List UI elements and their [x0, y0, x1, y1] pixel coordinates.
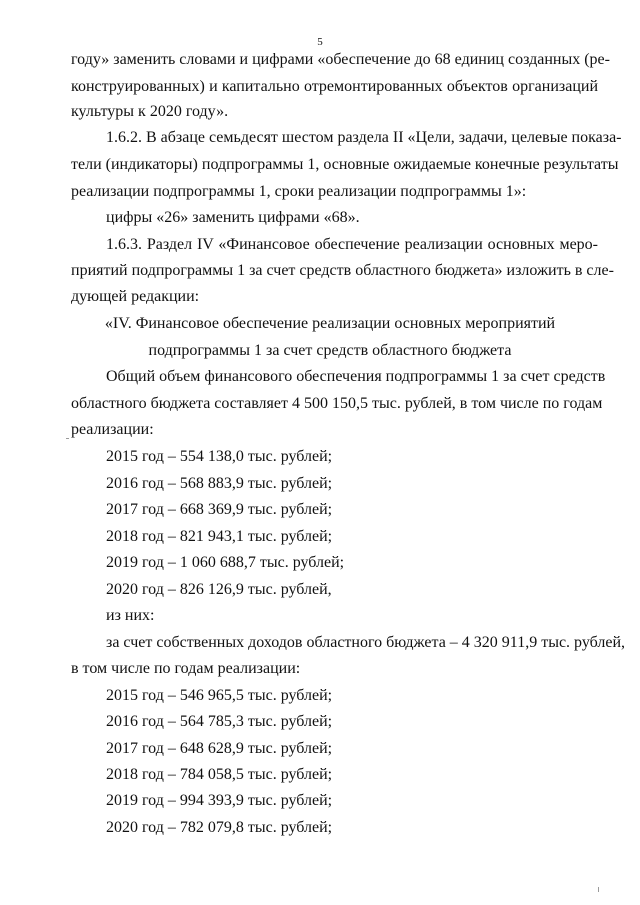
year-line: 2018 год – 784 058,5 тыс. рублей; — [106, 766, 333, 783]
year-line: 2020 год – 826 126,9 тыс. рублей, — [106, 581, 332, 598]
scan-speck — [66, 438, 69, 439]
page-number: 5 — [317, 36, 323, 48]
text-line: году» заменить словами и цифрами «обеспечение до 68 единиц созданных (ре- — [71, 51, 610, 68]
text-line: реализации: — [71, 421, 154, 438]
year-line: 2017 год – 648 628,9 тыс. рублей; — [106, 740, 333, 757]
text-line: приятий подпрограммы 1 за счет средств областного бюджета» изложить в сле- — [71, 262, 614, 279]
paragraph-1-6-3-first-line: 1.6.3. Раздел IV «Финансовое обеспечение реализации основных меро- — [106, 236, 598, 253]
year-line: 2016 год – 564 785,3 тыс. рублей; — [106, 713, 333, 730]
year-line: 2017 год – 668 369,9 тыс. рублей; — [106, 501, 333, 518]
text-line: цифры «26» заменить цифрами «68». — [106, 209, 360, 226]
paragraph-1-6-2-first-line: 1.6.2. В абзаце семьдесят шестом раздела II «Цели, задачи, целевые показа- — [106, 129, 622, 146]
year-line: 2020 год – 782 079,8 тыс. рублей; — [106, 819, 333, 836]
text-line: дующей редакции: — [71, 288, 200, 305]
text-line: из них: — [106, 607, 155, 624]
text-line: Общий объем финансового обеспечения подпрограммы 1 за счет средств — [106, 368, 606, 385]
text-line: реализации подпрограммы 1, сроки реализации подпрограммы 1»: — [71, 183, 527, 200]
text-line: тели (индикаторы) подпрограммы 1, основные ожидаемые конечные результаты — [71, 156, 619, 173]
section-heading-line-2: подпрограммы 1 за счет средств областного бюджета — [148, 342, 512, 359]
section-heading-line-1: «IV. Финансовое обеспечение реализации основных мероприятий — [104, 315, 556, 332]
text-line: за счет собственных доходов областного бюджета – 4 320 911,9 тыс. рублей, — [106, 634, 626, 651]
year-line: 2015 год – 546 965,5 тыс. рублей; — [106, 687, 333, 704]
text-line: конструированных) и капитально отремонтированных объектов организаций — [71, 78, 598, 95]
text-line: культуры к 2020 году». — [71, 103, 229, 120]
year-line: 2018 год – 821 943,1 тыс. рублей; — [106, 528, 333, 545]
year-line: 2019 год – 1 060 688,7 тыс. рублей; — [106, 554, 345, 571]
text-line: в том числе по годам реализации: — [71, 660, 301, 677]
text-line: областного бюджета составляет 4 500 150,5 тыс. рублей, в том числе по годам — [71, 395, 603, 412]
year-line: 2016 год – 568 883,9 тыс. рублей; — [106, 475, 333, 492]
year-line: 2015 год – 554 138,0 тыс. рублей; — [106, 448, 333, 465]
scan-speck — [598, 887, 599, 892]
year-line: 2019 год – 994 393,9 тыс. рублей; — [106, 792, 333, 809]
